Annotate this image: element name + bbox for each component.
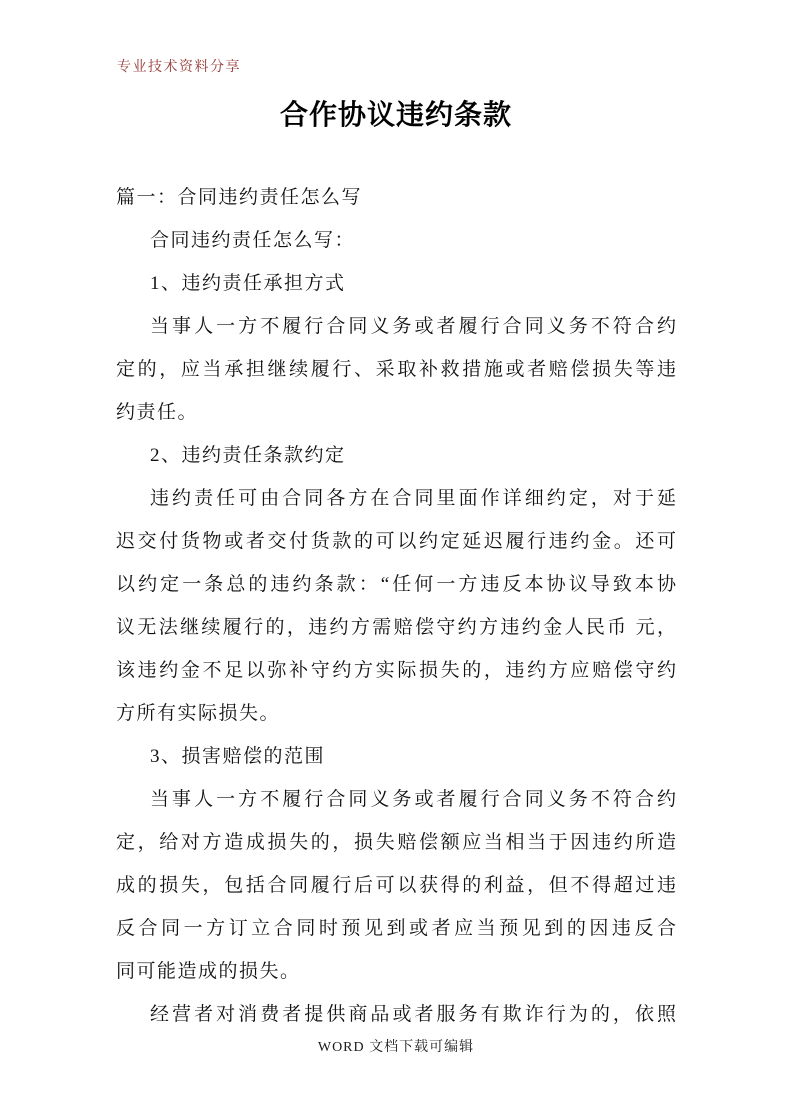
- body-line: 篇一：合同违约责任怎么写: [116, 187, 363, 208]
- body-line: 定，给对方造成损失的，损失赔偿额应当相当于因违约所造: [116, 832, 676, 853]
- body-line: 2、违约责任条款约定: [150, 445, 346, 466]
- body-line: 方所有实际损失。: [116, 703, 281, 724]
- body-line: 成的损失，包括合同履行后可以获得的利益，但不得超过违: [116, 875, 676, 896]
- body-line: 当事人一方不履行合同义务或者履行合同义务不符合约: [150, 789, 676, 810]
- document-body: [116, 176, 676, 1036]
- body-line: 迟交付货物或者交付货款的可以约定延迟履行违约金。还可: [116, 531, 676, 552]
- body-line: 违约责任可由合同各方在合同里面作详细约定，对于延: [150, 488, 676, 509]
- doc-title: 合作协议违约条款: [279, 100, 512, 131]
- body-line: 该违约金不足以弥补守约方实际损失的，违约方应赔偿守约: [116, 660, 676, 681]
- header-note: 专业技术资料分享: [117, 60, 241, 75]
- body-line: 定的，应当承担继续履行、采取补救措施或者赔偿损失等违: [116, 359, 676, 380]
- body-line: 3、损害赔偿的范围: [150, 746, 326, 767]
- body-line: 同可能造成的损失。: [116, 961, 301, 982]
- body-line: 经营者对消费者提供商品或者服务有欺诈行为的，依照: [150, 1004, 676, 1025]
- body-line: 议无法继续履行的，违约方需赔偿守约方违约金人民币 元，: [116, 617, 676, 638]
- footer-note: WORD 文档下载可编辑: [317, 1040, 475, 1055]
- body-line: 反合同一方订立合同时预见到或者应当预见到的因违反合: [116, 918, 676, 939]
- body-line: 合同违约责任怎么写：: [150, 230, 356, 251]
- body-line: 当事人一方不履行合同义务或者履行合同义务不符合约: [150, 316, 676, 337]
- body-line: 以约定一条总的违约条款：“任何一方违反本协议导致本协: [116, 574, 676, 595]
- body-line: 1、违约责任承担方式: [150, 273, 346, 294]
- body-line: 约责任。: [116, 402, 199, 423]
